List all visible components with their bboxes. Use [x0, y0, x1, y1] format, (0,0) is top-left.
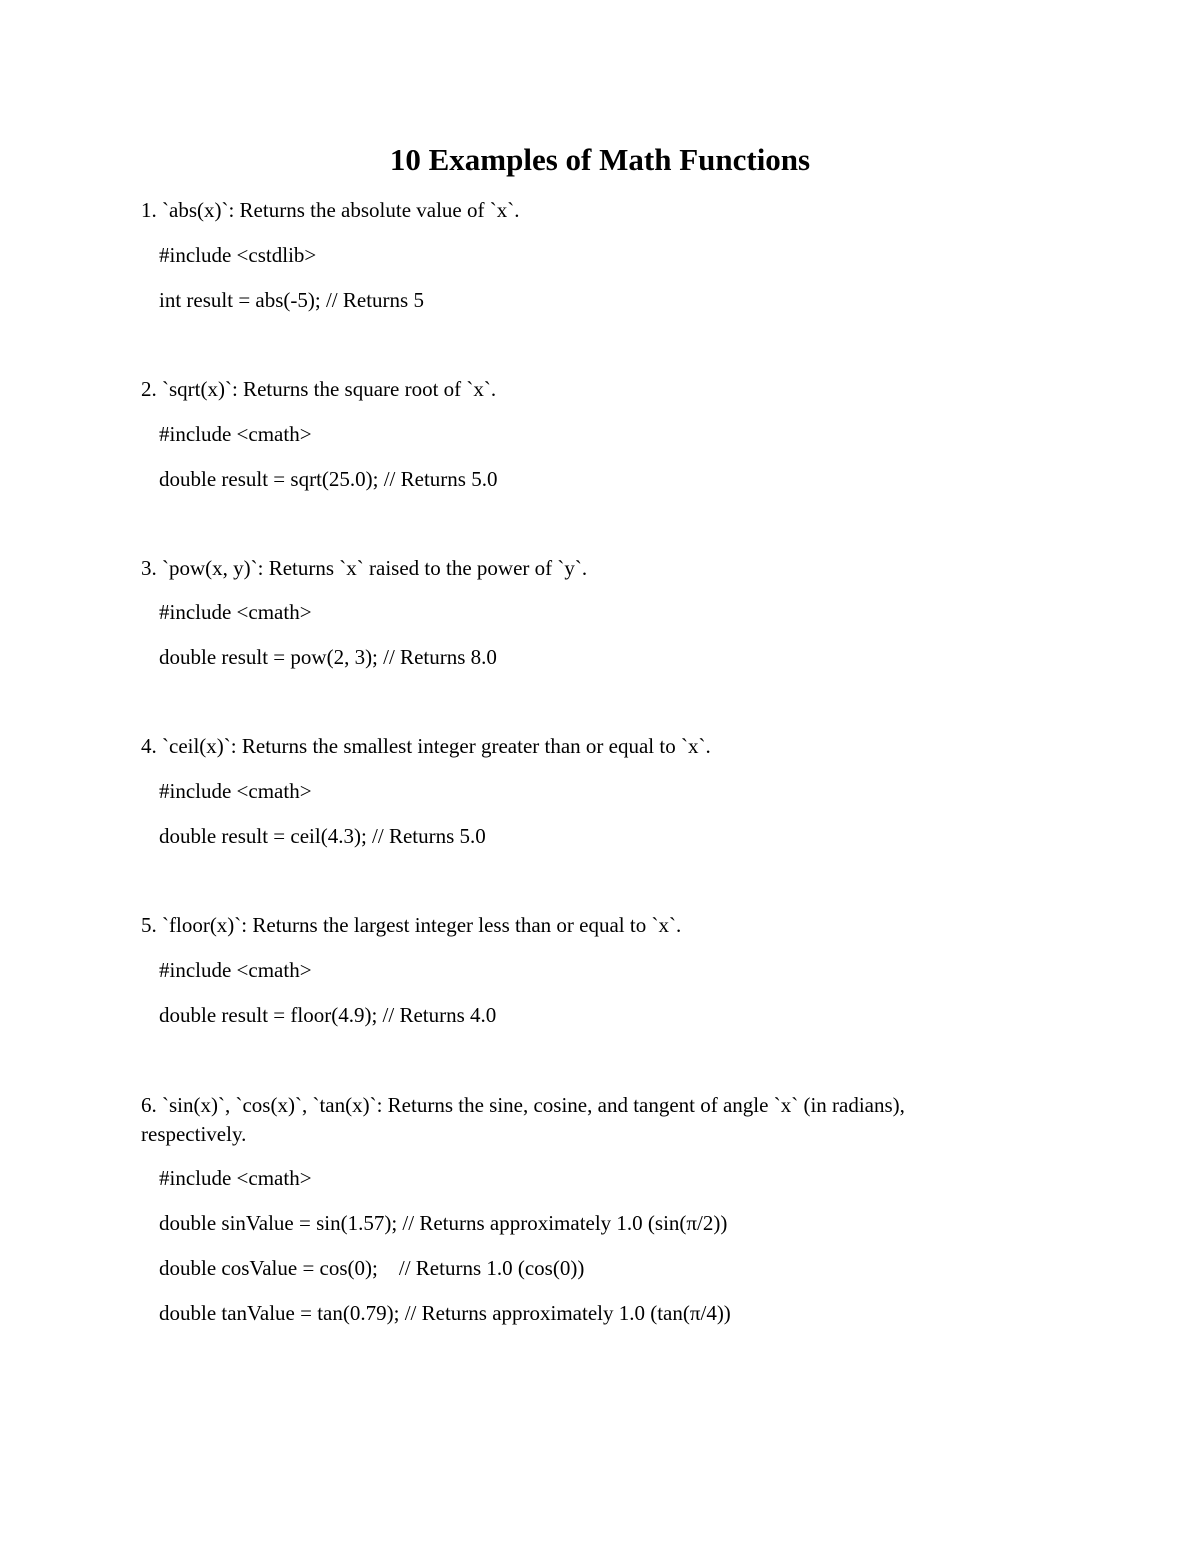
- code-line: double cosValue = cos(0); // Returns 1.0 (cos(0)): [159, 1256, 585, 1280]
- document-title: 10 Examples of Math Functions: [389, 142, 811, 177]
- item-heading: 1. `abs(x)`: Returns the absolute value of `x`.: [141, 198, 520, 222]
- code-line: double result = floor(4.9); // Returns 4.0: [159, 1003, 497, 1027]
- code-line: #include <cmath>: [159, 958, 312, 982]
- item-heading: 6. `sin(x)`, `cos(x)`, `tan(x)`: Returns the sine, cosine, and tangent of angle `x` (in radians),: [141, 1093, 905, 1117]
- item-heading: 5. `floor(x)`: Returns the largest integer less than or equal to `x`.: [141, 913, 682, 937]
- code-line: double sinValue = sin(1.57); // Returns approximately 1.0 (sin(π/2)): [159, 1211, 728, 1235]
- code-line: double tanValue = tan(0.79); // Returns approximately 1.0 (tan(π/4)): [159, 1301, 731, 1325]
- code-line: #include <cmath>: [159, 779, 312, 803]
- item-heading: 2. `sqrt(x)`: Returns the square root of `x`.: [141, 377, 497, 401]
- item-heading-continuation: respectively.: [141, 1122, 247, 1146]
- code-line: #include <cmath>: [159, 1166, 312, 1190]
- code-line: #include <cstdlib>: [159, 243, 317, 267]
- code-line: int result = abs(-5); // Returns 5: [159, 288, 424, 312]
- code-line: double result = ceil(4.3); // Returns 5.0: [159, 824, 486, 848]
- code-line: #include <cmath>: [159, 422, 312, 446]
- code-line: #include <cmath>: [159, 600, 312, 624]
- code-line: double result = pow(2, 3); // Returns 8.0: [159, 645, 497, 669]
- code-line: double result = sqrt(25.0); // Returns 5.0: [159, 467, 498, 491]
- item-heading: 3. `pow(x, y)`: Returns `x` raised to the power of `y`.: [141, 556, 588, 580]
- item-heading: 4. `ceil(x)`: Returns the smallest integer greater than or equal to `x`.: [141, 734, 711, 758]
